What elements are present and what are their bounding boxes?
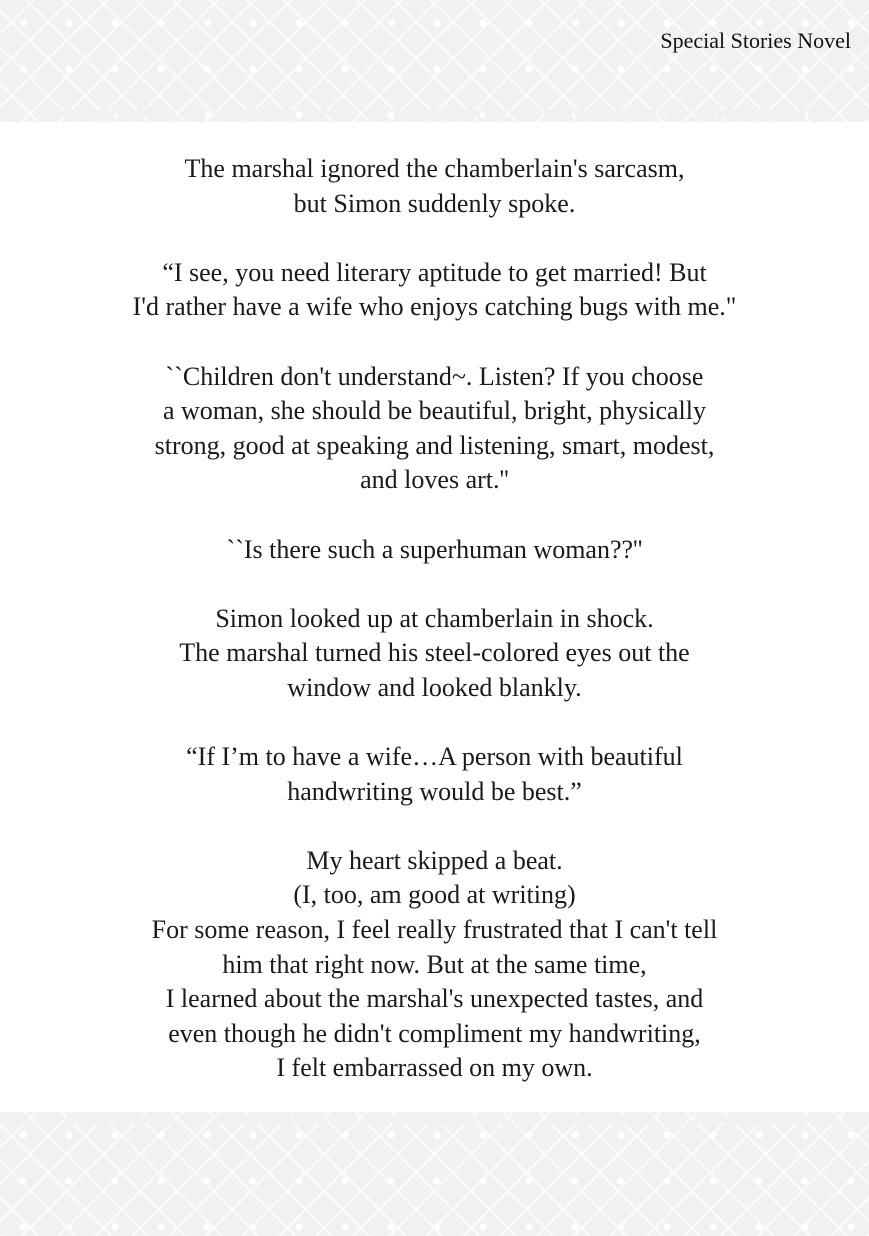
story-line: a woman, she should be beautiful, bright, physically [162, 396, 706, 426]
story-line: The marshal ignored the chamberlain's sarcasm, [184, 154, 685, 183]
story-line: ``Is there such a superhuman woman??'' [226, 534, 643, 564]
story-line: even though he didn't compliment my handwriting, [168, 1018, 701, 1048]
story-paragraph [20, 533, 849, 568]
story-line: handwriting would be best.” [287, 776, 582, 806]
story-line: strong, good at speaking and listening, smart, modest, [154, 430, 715, 460]
lace-border-top [0, 0, 869, 122]
story-line: ``Children don't understand~. Listen? If you choose [165, 361, 704, 391]
page-header-title: Special Stories Novel [660, 28, 851, 53]
story-line: window and looked blankly. [287, 672, 582, 702]
story-paragraph [20, 256, 849, 325]
story-line: I learned about the marshal's unexpected tastes, and [165, 984, 704, 1014]
story-line: For some reason, I feel really frustrated that I can't tell [151, 915, 718, 945]
story-paragraph [20, 740, 849, 809]
story-paragraph [20, 152, 849, 221]
story-line: “If I’m to have a wife…A person with beautiful [186, 742, 683, 772]
lace-border-bottom [0, 1112, 869, 1236]
story-paragraph [20, 360, 849, 498]
story-line: Simon looked up at chamberlain in shock. [215, 603, 654, 633]
story-line: and loves art.'' [360, 465, 509, 495]
story-line: but Simon suddenly spoke. [293, 188, 576, 218]
story-paragraph [20, 844, 849, 1086]
story-line: (I, too, am good at writing) [293, 880, 576, 910]
story-paragraph [20, 602, 849, 706]
story-line: “I see, you need literary aptitude to get married! But [162, 257, 707, 287]
story-line: I'd rather have a wife who enjoys catching bugs with me." [132, 292, 737, 322]
story-line: The marshal turned his steel-colored eyes out the [179, 638, 690, 668]
story-line: I felt embarrassed on my own. [276, 1053, 593, 1083]
story-line: him that right now. But at the same time, [222, 949, 647, 979]
story-line: My heart skipped a beat. [306, 845, 563, 875]
story-text [20, 152, 849, 1121]
